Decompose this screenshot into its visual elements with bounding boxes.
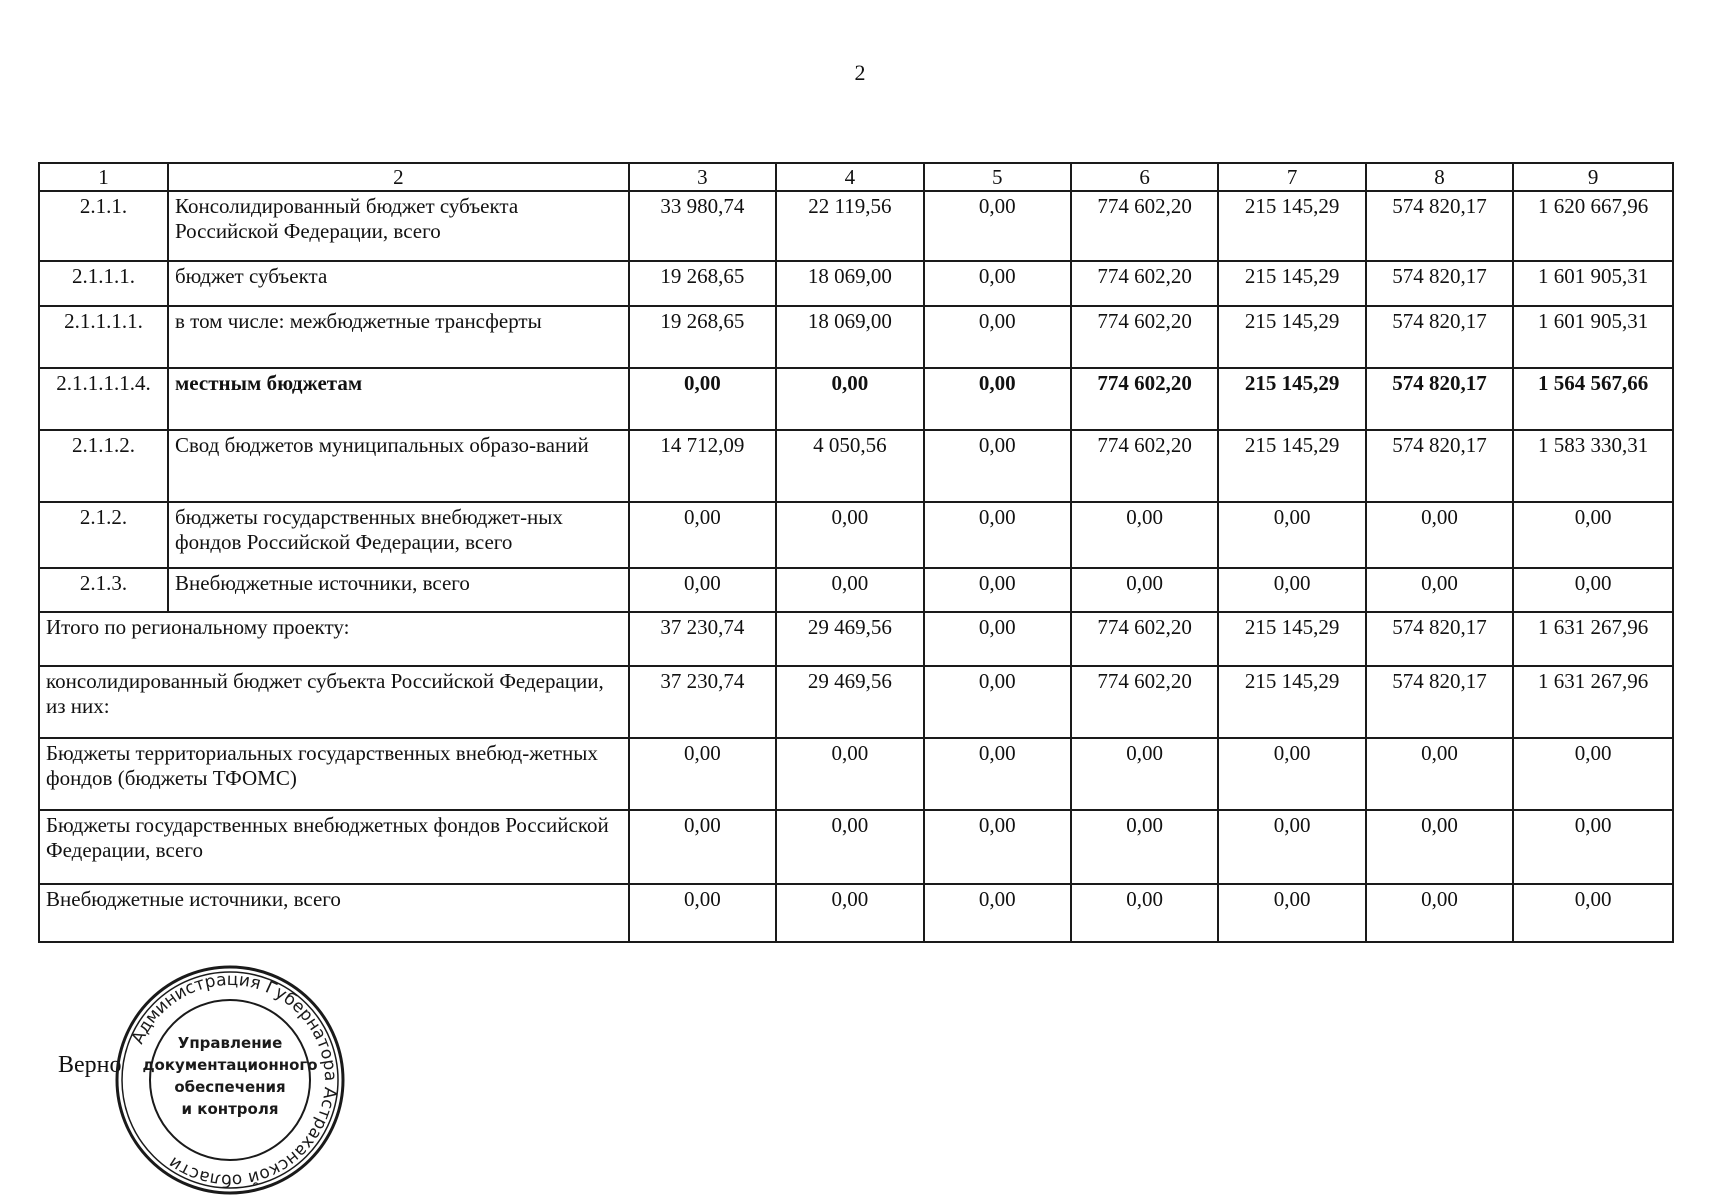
row-name: Свод бюджетов муниципальных образо-ваний bbox=[168, 430, 629, 502]
row-name: Консолидированный бюджет субъекта Российской Федерации, всего bbox=[168, 191, 629, 261]
column-number: 3 bbox=[629, 163, 776, 191]
column-number: 6 bbox=[1071, 163, 1218, 191]
row-value: 0,00 bbox=[1366, 568, 1513, 612]
total-row-value: 0,00 bbox=[629, 738, 776, 810]
row-code: 2.1.1.2. bbox=[39, 430, 168, 502]
total-row-value: 774 602,20 bbox=[1071, 666, 1218, 738]
total-row-value: 0,00 bbox=[1218, 884, 1365, 942]
row-value: 574 820,17 bbox=[1366, 368, 1513, 430]
total-row-value: 0,00 bbox=[1218, 810, 1365, 884]
total-row-value: 0,00 bbox=[1513, 738, 1673, 810]
column-number: 2 bbox=[168, 163, 629, 191]
row-name: местным бюджетам bbox=[168, 368, 629, 430]
total-row-value: 0,00 bbox=[924, 738, 1071, 810]
total-row bbox=[39, 884, 1673, 942]
total-row-name: Бюджеты территориальных государственных внебюд-жетных фондов (бюджеты ТФОМС) bbox=[39, 738, 629, 810]
row-value: 0,00 bbox=[1071, 568, 1218, 612]
row-value: 0,00 bbox=[776, 368, 923, 430]
total-row-value: 0,00 bbox=[776, 810, 923, 884]
column-number: 7 bbox=[1218, 163, 1365, 191]
total-row-value: 1 631 267,96 bbox=[1513, 666, 1673, 738]
total-row-value: 0,00 bbox=[924, 612, 1071, 666]
row-value: 19 268,65 bbox=[629, 306, 776, 368]
table-row bbox=[39, 502, 1673, 568]
total-row-value: 0,00 bbox=[1071, 810, 1218, 884]
total-row-value: 0,00 bbox=[924, 884, 1071, 942]
total-row-value: 0,00 bbox=[776, 884, 923, 942]
row-value: 574 820,17 bbox=[1366, 191, 1513, 261]
column-number: 4 bbox=[776, 163, 923, 191]
row-value: 18 069,00 bbox=[776, 306, 923, 368]
row-value: 774 602,20 bbox=[1071, 261, 1218, 306]
row-name: Внебюджетные источники, всего bbox=[168, 568, 629, 612]
column-number-row bbox=[39, 163, 1673, 191]
row-value: 0,00 bbox=[924, 368, 1071, 430]
row-name: в том числе: межбюджетные трансферты bbox=[168, 306, 629, 368]
total-row-value: 774 602,20 bbox=[1071, 612, 1218, 666]
row-value: 14 712,09 bbox=[629, 430, 776, 502]
row-value: 0,00 bbox=[776, 502, 923, 568]
budget-table bbox=[38, 162, 1674, 943]
total-row-value: 215 145,29 bbox=[1218, 666, 1365, 738]
total-row-value: 215 145,29 bbox=[1218, 612, 1365, 666]
stamp-center-line: обеспечения bbox=[174, 1078, 286, 1096]
total-row-value: 0,00 bbox=[1513, 810, 1673, 884]
row-value: 215 145,29 bbox=[1218, 306, 1365, 368]
row-value: 0,00 bbox=[1513, 502, 1673, 568]
row-code: 2.1.2. bbox=[39, 502, 168, 568]
total-row-value: 1 631 267,96 bbox=[1513, 612, 1673, 666]
total-row bbox=[39, 810, 1673, 884]
total-row-value: 37 230,74 bbox=[629, 666, 776, 738]
total-row-value: 0,00 bbox=[1513, 884, 1673, 942]
row-value: 0,00 bbox=[1513, 568, 1673, 612]
row-code: 2.1.1.1.1. bbox=[39, 306, 168, 368]
total-row-value: 0,00 bbox=[1366, 738, 1513, 810]
total-row-name: консолидированный бюджет субъекта Российской Федерации, из них: bbox=[39, 666, 629, 738]
row-value: 22 119,56 bbox=[776, 191, 923, 261]
row-value: 0,00 bbox=[1218, 568, 1365, 612]
row-value: 774 602,20 bbox=[1071, 306, 1218, 368]
row-value: 0,00 bbox=[924, 502, 1071, 568]
table-row bbox=[39, 568, 1673, 612]
column-number: 1 bbox=[39, 163, 168, 191]
row-value: 0,00 bbox=[776, 568, 923, 612]
row-value: 0,00 bbox=[629, 502, 776, 568]
total-row-value: 0,00 bbox=[924, 666, 1071, 738]
total-row-value: 574 820,17 bbox=[1366, 666, 1513, 738]
total-row bbox=[39, 738, 1673, 810]
total-row-value: 0,00 bbox=[1366, 884, 1513, 942]
row-value: 774 602,20 bbox=[1071, 430, 1218, 502]
row-value: 574 820,17 bbox=[1366, 261, 1513, 306]
column-number: 9 bbox=[1513, 163, 1673, 191]
row-value: 1 620 667,96 bbox=[1513, 191, 1673, 261]
row-value: 0,00 bbox=[924, 306, 1071, 368]
total-row-value: 0,00 bbox=[1218, 738, 1365, 810]
total-row-value: 37 230,74 bbox=[629, 612, 776, 666]
row-code: 2.1.1.1. bbox=[39, 261, 168, 306]
row-value: 774 602,20 bbox=[1071, 191, 1218, 261]
row-value: 18 069,00 bbox=[776, 261, 923, 306]
row-value: 1 601 905,31 bbox=[1513, 261, 1673, 306]
row-value: 4 050,56 bbox=[776, 430, 923, 502]
official-stamp bbox=[110, 960, 350, 1200]
table-row bbox=[39, 191, 1673, 261]
row-name: бюджет субъекта bbox=[168, 261, 629, 306]
total-row-name: Внебюджетные источники, всего bbox=[39, 884, 629, 942]
total-row bbox=[39, 666, 1673, 738]
column-number: 5 bbox=[924, 163, 1071, 191]
row-value: 0,00 bbox=[924, 568, 1071, 612]
total-row-name: Бюджеты государственных внебюджетных фондов Российской Федерации, всего bbox=[39, 810, 629, 884]
stamp-center-line: Управление bbox=[177, 1034, 283, 1052]
row-value: 0,00 bbox=[629, 368, 776, 430]
row-value: 0,00 bbox=[1366, 502, 1513, 568]
row-value: 574 820,17 bbox=[1366, 430, 1513, 502]
row-value: 215 145,29 bbox=[1218, 368, 1365, 430]
total-row-value: 0,00 bbox=[1071, 884, 1218, 942]
row-value: 0,00 bbox=[629, 568, 776, 612]
total-row-value: 0,00 bbox=[629, 884, 776, 942]
row-value: 1 601 905,31 bbox=[1513, 306, 1673, 368]
stamp-center-line: и контроля bbox=[181, 1100, 279, 1118]
row-value: 1 583 330,31 bbox=[1513, 430, 1673, 502]
row-value: 774 602,20 bbox=[1071, 368, 1218, 430]
row-value: 574 820,17 bbox=[1366, 306, 1513, 368]
row-value: 1 564 567,66 bbox=[1513, 368, 1673, 430]
row-name: бюджеты государственных внебюджет-ных фондов Российской Федерации, всего bbox=[168, 502, 629, 568]
total-row bbox=[39, 612, 1673, 666]
total-row-name: Итого по региональному проекту: bbox=[39, 612, 629, 666]
row-value: 215 145,29 bbox=[1218, 191, 1365, 261]
column-number: 8 bbox=[1366, 163, 1513, 191]
total-row-value: 574 820,17 bbox=[1366, 612, 1513, 666]
row-value: 19 268,65 bbox=[629, 261, 776, 306]
total-row-value: 29 469,56 bbox=[776, 666, 923, 738]
row-value: 33 980,74 bbox=[629, 191, 776, 261]
total-row-value: 0,00 bbox=[629, 810, 776, 884]
row-value: 0,00 bbox=[924, 191, 1071, 261]
total-row-value: 29 469,56 bbox=[776, 612, 923, 666]
row-code: 2.1.1.1.1.4. bbox=[39, 368, 168, 430]
total-row-value: 0,00 bbox=[1366, 810, 1513, 884]
stamp-center-line: документационного bbox=[142, 1056, 318, 1074]
total-row-value: 0,00 bbox=[776, 738, 923, 810]
stamp-ring-text: Администрация Губернатора Астраханской области bbox=[127, 969, 341, 1191]
row-code: 2.1.1. bbox=[39, 191, 168, 261]
row-value: 0,00 bbox=[1071, 502, 1218, 568]
row-value: 215 145,29 bbox=[1218, 261, 1365, 306]
table-row bbox=[39, 306, 1673, 368]
row-code: 2.1.3. bbox=[39, 568, 168, 612]
table-row bbox=[39, 368, 1673, 430]
total-row-value: 0,00 bbox=[924, 810, 1071, 884]
table-row bbox=[39, 430, 1673, 502]
row-value: 215 145,29 bbox=[1218, 430, 1365, 502]
page-number: 2 bbox=[854, 60, 866, 85]
row-value: 0,00 bbox=[924, 430, 1071, 502]
total-row-value: 0,00 bbox=[1071, 738, 1218, 810]
row-value: 0,00 bbox=[924, 261, 1071, 306]
certification-label: Верно bbox=[58, 1052, 122, 1078]
row-value: 0,00 bbox=[1218, 502, 1365, 568]
table-row bbox=[39, 261, 1673, 306]
